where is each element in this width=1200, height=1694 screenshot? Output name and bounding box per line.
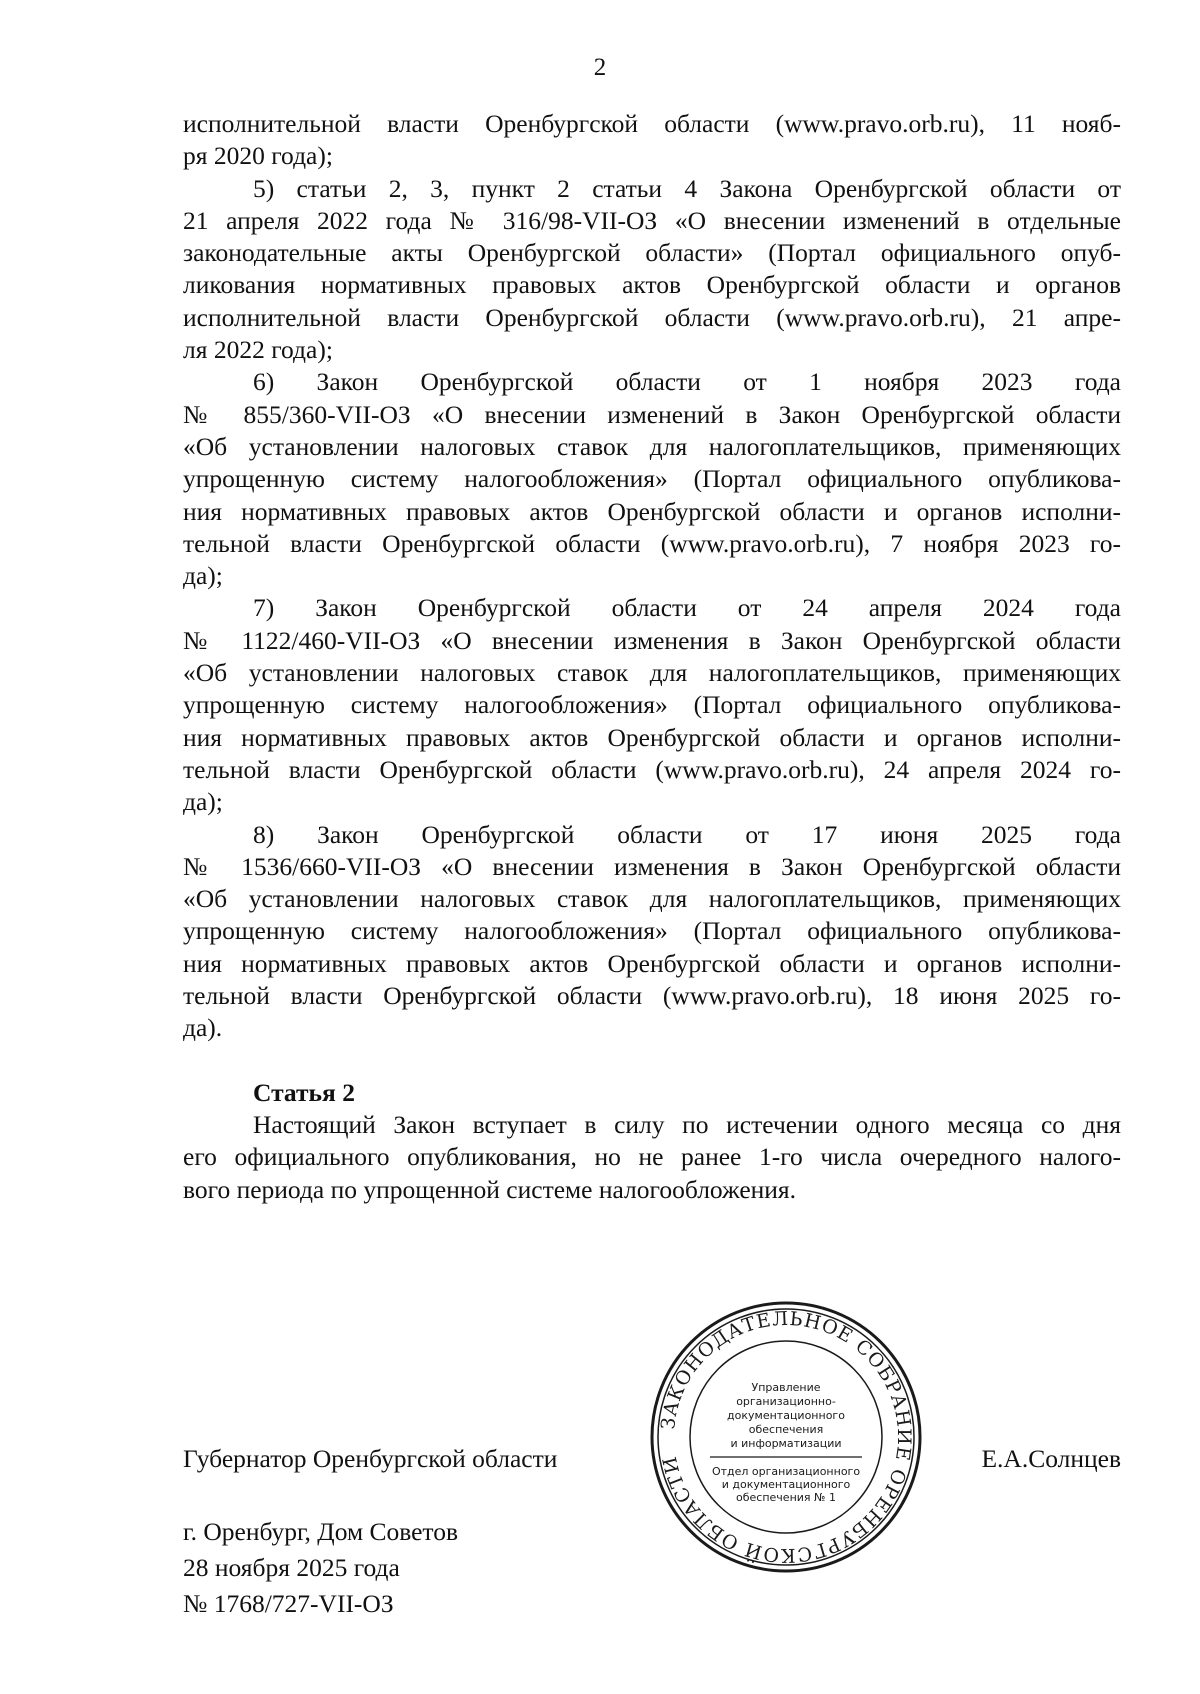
seal-ring-text: ЗАКОНОДАТЕЛЬНОЕ СОБРАНИЕ ОРЕНБУРГСКОЙ ОБЛАСТИ (657, 1307, 916, 1567)
text-line: ликования нормативных правовых актов Оренбургской области и органов (183, 270, 1121, 300)
seal-line: и информатизации (730, 1437, 842, 1450)
article-2-heading: Статья 2 (253, 1077, 355, 1107)
seal-line: Управление (751, 1381, 821, 1394)
seal-line: Отдел организационного (711, 1465, 861, 1478)
text-line: 21 апреля 2022 года № 316/98-VII-ОЗ «О внесении изменений в отдельные (183, 205, 1121, 235)
official-seal (648, 1299, 924, 1575)
page-number: 2 (593, 54, 607, 81)
seal-line: документационного (727, 1409, 845, 1422)
text-line: вого периода по упрощенной системе налогообложения. (183, 1174, 797, 1204)
seal-line: обеспечения (748, 1423, 824, 1436)
signatory-position: Губернатор Оренбургской области (183, 1444, 558, 1473)
text-line: ния нормативных правовых актов Оренбургской области и органов исполни- (183, 722, 1121, 752)
text-line: тельной власти Оренбургской области (www.pravo.orb.ru), 24 апреля 2024 го- (183, 754, 1121, 784)
text-line: законодательные акты Оренбургской области» (Портал официального опуб- (183, 238, 1121, 268)
text-line: тельной власти Оренбургской области (www.pravo.orb.ru), 7 ноября 2023 го- (183, 528, 1121, 558)
article-2-first-line: Настоящий Закон вступает в силу по истечении одного месяца со дня (253, 1109, 1121, 1139)
text-line: ля 2022 года); (183, 335, 333, 365)
text-line: упрощенную систему налогообложения» (Портал официального опубликова- (183, 916, 1121, 946)
signing-place: г. Оренбург, Дом Советов (183, 1517, 459, 1546)
text-line: № 855/360-VII-ОЗ «О внесении изменений в Закон Оренбургской области (183, 399, 1121, 429)
text-line: его официального опубликования, но не ранее 1-го числа очередного налого- (183, 1142, 1121, 1172)
text-line: № 1536/660-VII-ОЗ «О внесении изменения в Закон Оренбургской области (183, 851, 1121, 881)
law-text (183, 108, 1121, 1206)
text-line: № 1122/460-VII-ОЗ «О внесении изменения в Закон Оренбургской области (183, 625, 1121, 655)
text-line: да); (183, 787, 223, 817)
text-line: упрощенную систему налогообложения» (Портал официального опубликова- (183, 464, 1121, 494)
text-line: исполнительной власти Оренбургской области (www.pravo.orb.ru), 11 нояб- (183, 109, 1121, 138)
signatory-name: Е.А.Солнцев (981, 1444, 1121, 1473)
seal-line: обеспечения № 1 (736, 1491, 836, 1504)
text-line: «Об установлении налоговых ставок для налогоплательщиков, применяющих (183, 884, 1121, 914)
text-line: ря 2020 года); (183, 141, 333, 171)
law-number: № 1768/727-VII-ОЗ (183, 1589, 394, 1618)
text-line: да). (183, 1013, 223, 1043)
text-line: тельной власти Оренбургской области (www.pravo.orb.ru), 18 июня 2025 го- (183, 981, 1121, 1011)
text-line: да); (183, 561, 223, 591)
text-line: исполнительной власти Оренбургской области (www.pravo.orb.ru), 21 апре- (183, 302, 1121, 332)
seal-line: организационно- (736, 1395, 836, 1408)
seal-graphic (648, 1299, 924, 1575)
text-line: ния нормативных правовых актов Оренбургской области и органов исполни- (183, 948, 1121, 978)
spacer (183, 1045, 1121, 1077)
text-line: упрощенную систему налогообложения» (Портал официального опубликова- (183, 690, 1121, 720)
text-line: «Об установлении налоговых ставок для налогоплательщиков, применяющих (183, 658, 1121, 688)
seal-line: и документационного (721, 1478, 851, 1491)
list-item-5-first-line: 5) статьи 2, 3, пункт 2 статьи 4 Закона Оренбургской области от (253, 173, 1121, 203)
text-line: ния нормативных правовых актов Оренбургской области и органов исполни- (183, 496, 1121, 526)
list-item-6-first-line: 6) Закон Оренбургской области от 1 ноября 2023 года (253, 367, 1121, 397)
place-date-number (183, 1514, 458, 1622)
signing-date: 28 ноября 2025 года (183, 1553, 400, 1582)
list-item-8-first-line: 8) Закон Оренбургской области от 17 июня 2025 года (253, 819, 1121, 849)
text-line: «Об установлении налоговых ставок для налогоплательщиков, применяющих (183, 431, 1121, 461)
list-item-7-first-line: 7) Закон Оренбургской области от 24 апреля 2024 года (253, 593, 1121, 623)
